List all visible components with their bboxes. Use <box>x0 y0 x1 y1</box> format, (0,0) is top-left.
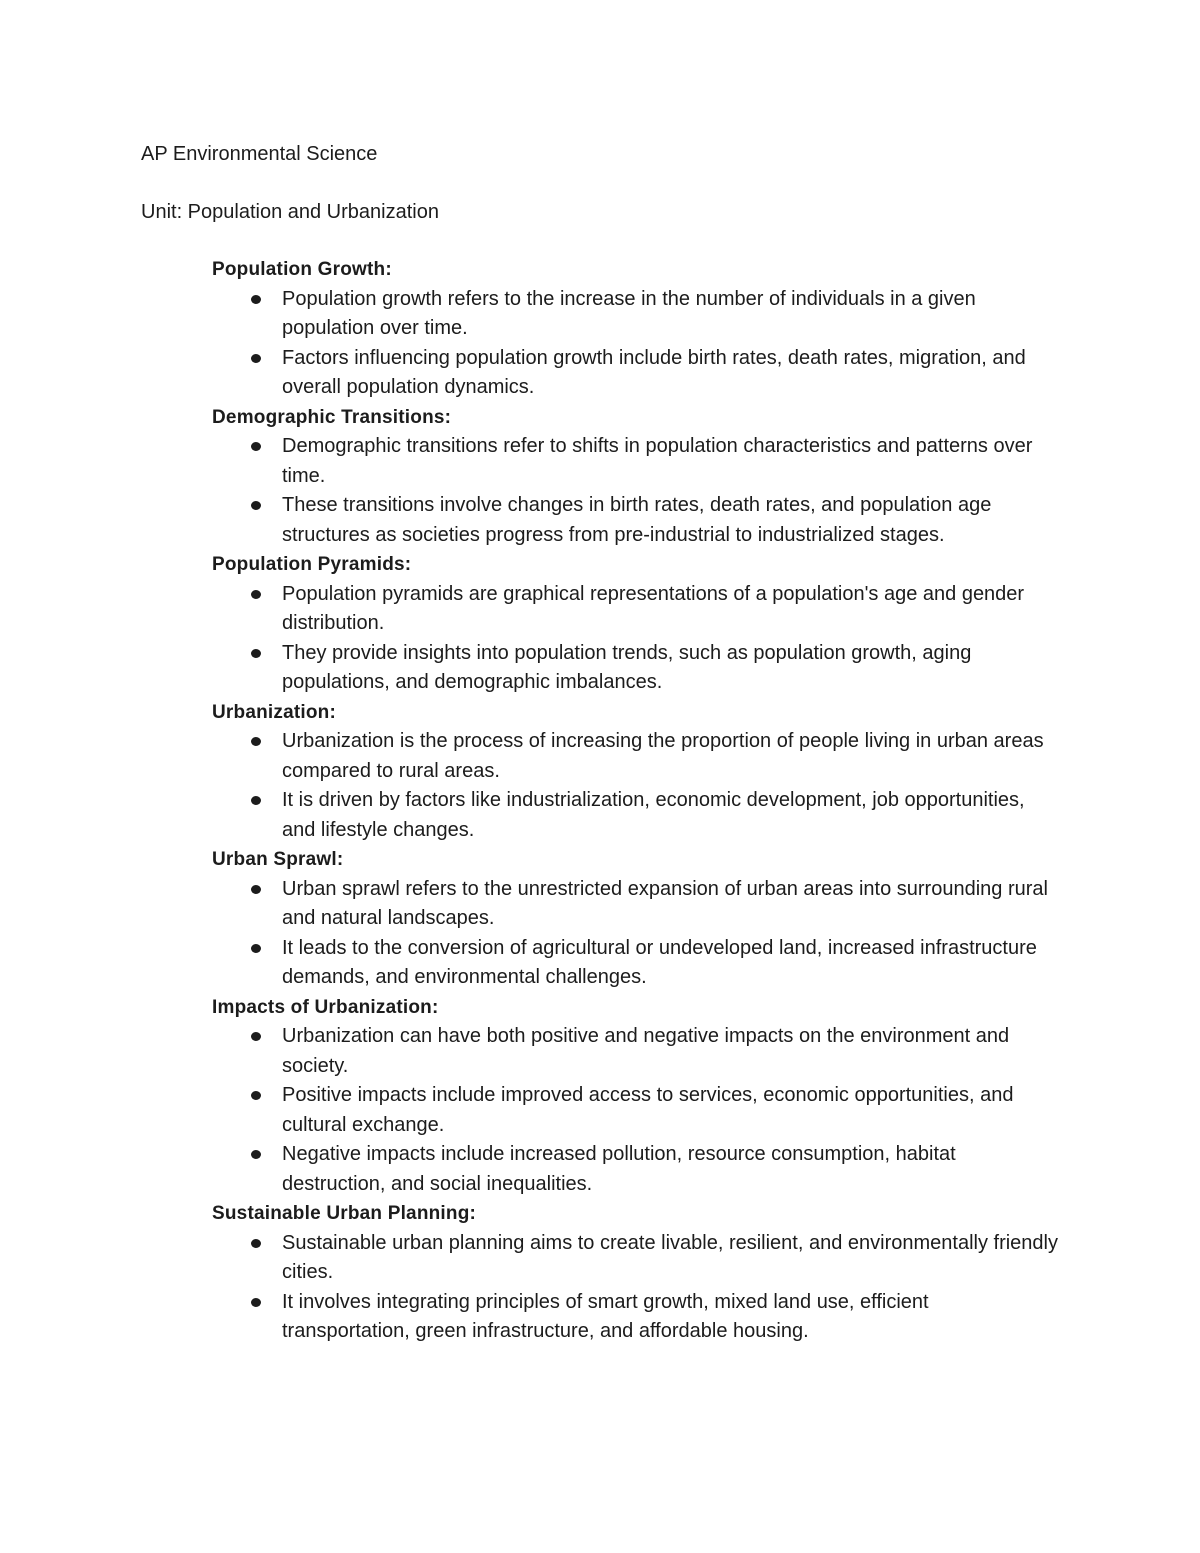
bullet-icon <box>251 1091 261 1100</box>
list-item <box>212 875 1062 934</box>
list-item <box>212 1081 1062 1140</box>
section-impacts-of-urbanization <box>212 993 1072 1200</box>
unit-title: Unit: Population and Urbanization <box>141 201 439 223</box>
bullet-list <box>212 1229 1072 1347</box>
bullet-text: It involves integrating principles of smart growth, mixed land use, efficient transportation, green infrastructure, and affordable housing. <box>282 1290 929 1342</box>
bullet-list <box>212 432 1072 550</box>
section-population-pyramids <box>212 550 1072 698</box>
bullet-icon <box>251 1032 261 1041</box>
bullet-icon <box>251 501 261 510</box>
list-item <box>212 1288 1062 1347</box>
section-demographic-transitions <box>212 403 1072 551</box>
list-item <box>212 1140 1062 1199</box>
bullet-text: Urban sprawl refers to the unrestricted expansion of urban areas into surrounding rural and natural landscapes. <box>282 877 1048 929</box>
bullet-list <box>212 1022 1072 1199</box>
bullet-text: Urbanization is the process of increasing the proportion of people living in urban areas compared to rural areas. <box>282 730 1044 782</box>
list-item <box>212 1022 1062 1081</box>
section-heading: Sustainable Urban Planning: <box>212 1203 477 1224</box>
section-heading: Urban Sprawl: <box>212 849 344 870</box>
bullet-text: Urbanization can have both positive and negative impacts on the environment and society. <box>282 1025 1010 1077</box>
bullet-icon <box>251 885 261 894</box>
bullet-list <box>212 727 1072 845</box>
notes-content <box>212 255 1072 1347</box>
list-item <box>212 491 1062 550</box>
bullet-icon <box>251 1150 261 1159</box>
bullet-text: Negative impacts include increased pollution, resource consumption, habitat destruction, and social inequalities. <box>282 1143 956 1195</box>
section-population-growth <box>212 255 1072 403</box>
list-item <box>212 580 1062 639</box>
bullet-icon <box>251 796 261 805</box>
bullet-text: Positive impacts include improved access to services, economic opportunities, and cultural exchange. <box>282 1084 1014 1136</box>
bullet-text: Factors influencing population growth include birth rates, death rates, migration, and overall population dynamics. <box>282 346 1026 398</box>
list-item <box>212 786 1062 845</box>
bullet-text: Population pyramids are graphical representations of a population's age and gender distribution. <box>282 582 1025 634</box>
bullet-icon <box>251 590 261 599</box>
bullet-text: They provide insights into population trends, such as population growth, aging populations, and demographic imbalances. <box>282 641 972 693</box>
bullet-text: Demographic transitions refer to shifts in population characteristics and patterns over time. <box>282 435 1033 487</box>
section-urbanization <box>212 698 1072 846</box>
bullet-text: It is driven by factors like industrialization, economic development, job opportunities, and lifestyle changes. <box>282 789 1025 841</box>
section-heading: Population Growth: <box>212 259 392 280</box>
list-item <box>212 344 1062 403</box>
list-item <box>212 432 1062 491</box>
bullet-icon <box>251 1298 261 1307</box>
bullet-text: These transitions involve changes in birth rates, death rates, and population age structures as societies progress from pre-industrial to industrialized stages. <box>282 494 992 546</box>
list-item <box>212 934 1062 993</box>
bullet-icon <box>251 442 261 451</box>
bullet-text: Population growth refers to the increase in the number of individuals in a given population over time. <box>282 287 976 339</box>
bullet-icon <box>251 354 261 363</box>
bullet-icon <box>251 1239 261 1248</box>
list-item <box>212 1229 1062 1288</box>
bullet-text: It leads to the conversion of agricultural or undeveloped land, increased infrastructure demands, and environmental challenges. <box>282 936 1037 988</box>
bullet-list <box>212 875 1072 993</box>
bullet-list <box>212 580 1072 698</box>
bullet-icon <box>251 649 261 658</box>
bullet-icon <box>251 737 261 746</box>
section-urban-sprawl <box>212 845 1072 993</box>
bullet-icon <box>251 295 261 304</box>
list-item <box>212 639 1062 698</box>
document-title: AP Environmental Science <box>141 143 378 165</box>
list-item <box>212 727 1062 786</box>
section-heading: Impacts of Urbanization: <box>212 996 439 1018</box>
bullet-icon <box>251 944 261 953</box>
bullet-list <box>212 285 1072 403</box>
list-item <box>212 285 1062 344</box>
bullet-text: Sustainable urban planning aims to create livable, resilient, and environmentally friendly cities. <box>282 1231 1058 1283</box>
section-heading: Demographic Transitions: <box>212 406 452 428</box>
section-heading: Urbanization: <box>212 701 336 723</box>
section-heading: Population Pyramids: <box>212 554 412 575</box>
section-sustainable-urban-planning <box>212 1199 1072 1347</box>
